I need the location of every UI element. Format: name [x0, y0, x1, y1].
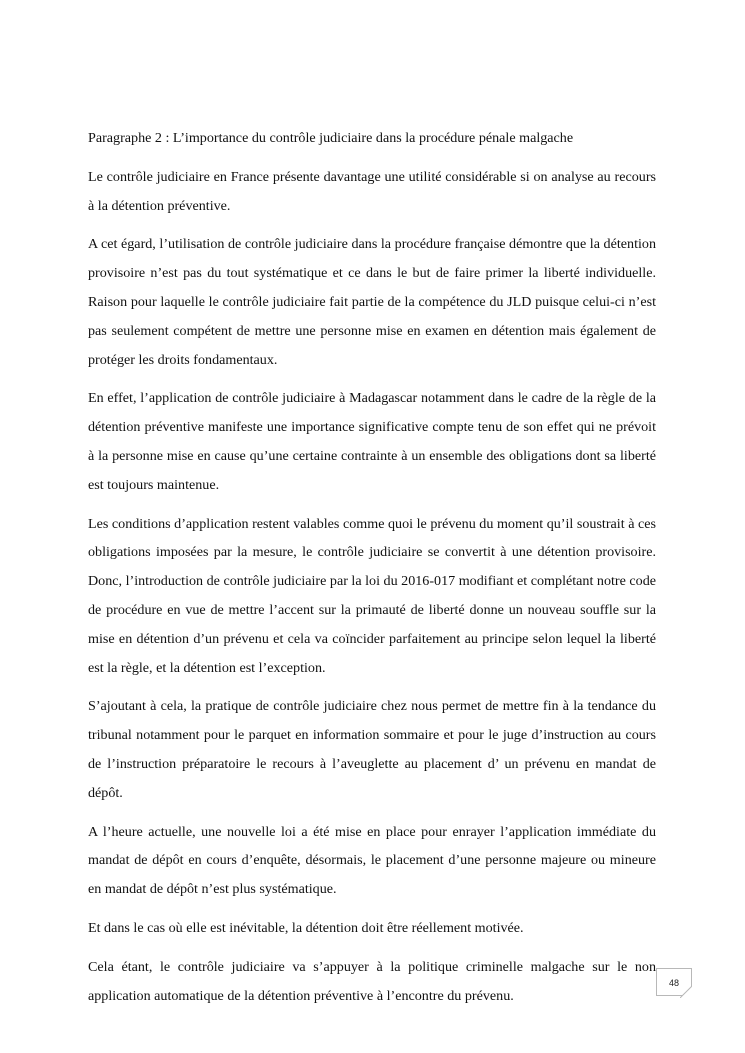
- paragraph-6: A l’heure actuelle, une nouvelle loi a été mise en place pour enrayer l’application immédiate du mandat de dépôt en cours d’enquête, désormais, le placement d’une personne majeure ou mineure en mandat de dépôt n’est plus systématique.: [88, 823, 656, 898]
- paragraph-8: Cela étant, le contrôle judiciaire va s’appuyer à la politique criminelle malgache sur le non application automatique de la détention préventive à l’encontre du prévenu.: [88, 958, 656, 1004]
- page-corner-fold-icon: [680, 986, 692, 998]
- section-heading: Paragraphe 2 : L’importance du contrôle judiciaire dans la procédure pénale malgache: [88, 130, 574, 146]
- paragraph-2: A cet égard, l’utilisation de contrôle judiciaire dans la procédure française démontre que la détention provisoire n’est pas du tout systématique et ce dans le but de faire primer la liberté individuelle. Raison pour laquelle le contrôle judiciaire fait partie de la compétence du JLD puisque celui-ci n’est pas seulement compétent de mettre une personne mise en examen en détention mais également de protéger les droits fondamentaux.: [88, 236, 656, 368]
- paragraph-5: S’ajoutant à cela, la pratique de contrôle judiciaire chez nous permet de mettre fin à la tendance du tribunal notamment pour le parquet en information sommaire et pour le juge d’instruction au cours de l’instruction préparatoire le recours à l’aveuglette au placement d’ un prévenu en mandat de dépôt.: [88, 698, 656, 801]
- document-body: [88, 124, 656, 1020]
- paragraph-4: Les conditions d’application restent valables comme quoi le prévenu du moment qu’il soustrait à ces obligations imposées par la mesure, le contrôle judiciaire se convertit à une détention provisoire. Donc, l’introduction de contrôle judiciaire par la loi du 2016-017 modifiant et complétant notre code de procédure en vue de mettre l’accent sur la primauté de liberté donne un nouveau souffle sur la mise en détention d’un prévenu et cela va coïncider parfaitement au principe selon lequel la liberté est la règle, et la détention est l’exception.: [88, 515, 656, 676]
- paragraph-7: Et dans le cas où elle est inévitable, la détention doit être réellement motivée.: [88, 919, 524, 936]
- paragraph-1: Le contrôle judiciaire en France présente davantage une utilité considérable si on analyse au recours à la détention préventive.: [88, 168, 656, 214]
- paragraph-3: En effet, l’application de contrôle judiciaire à Madagascar notamment dans le cadre de la règle de la détention préventive manifeste une importance significative compte tenu de son effet qui ne prévoit à la personne mise en cause qu’une certaine contrainte à un ensemble des obligations dont sa liberté est toujours maintenue.: [88, 390, 656, 493]
- page-number: 48: [668, 978, 679, 988]
